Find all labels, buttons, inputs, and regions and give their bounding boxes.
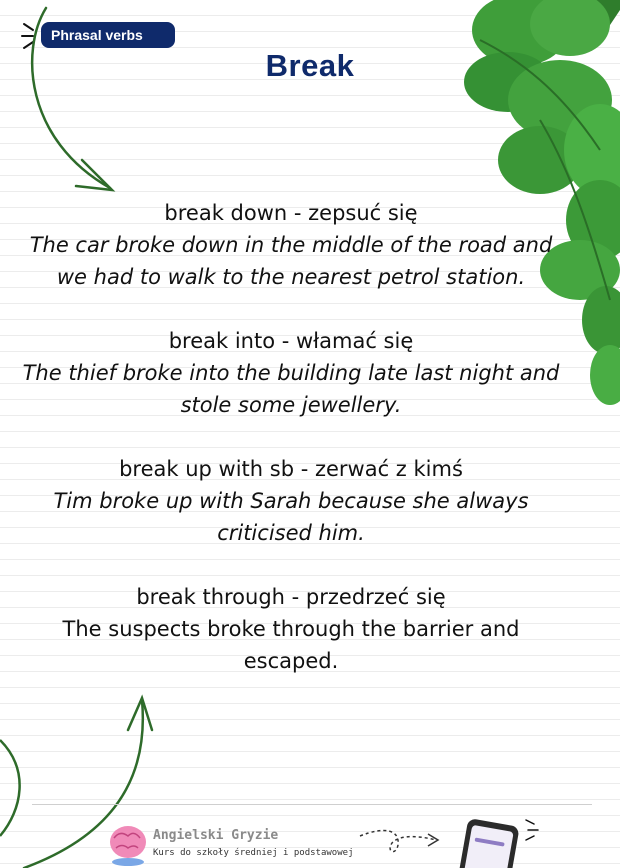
example-sentence-line: Tim broke up with Sarah because she always: [53, 489, 529, 513]
example-sentence-line: The car broke down in the middle of the road and: [29, 233, 553, 257]
page-title: Break: [265, 48, 355, 83]
example-sentence-line: escaped.: [243, 649, 339, 673]
curved-line-decoration: [0, 740, 20, 836]
example-sentence-line: The thief broke into the building late last night and: [22, 361, 560, 385]
verb-definition: break up with sb - zerwać z kimś: [119, 457, 463, 481]
list-item: [0, 453, 582, 549]
phrasal-verb-list: [0, 197, 582, 709]
phone-icon: [456, 818, 519, 868]
brand-name: Angielski Gryzie: [153, 828, 279, 843]
brand-tagline: Kurs do szkoły średniej i podstawowej: [153, 848, 354, 858]
brain-logo-icon: [110, 826, 146, 866]
example-sentence-line: criticised him.: [217, 521, 365, 545]
verb-definition: break down - zepsuć się: [164, 201, 418, 225]
verb-definition: break through - przedrzeć się: [136, 585, 446, 609]
category-badge: Phrasal verbs: [41, 22, 175, 48]
sparkle-icon: [526, 820, 538, 840]
sparkle-icon: [22, 24, 33, 48]
list-item: [0, 197, 582, 293]
verb-definition: break into - włamać się: [168, 329, 414, 353]
list-item: [0, 325, 582, 421]
footer-divider: [32, 804, 592, 805]
example-sentence-line: The suspects broke through the barrier and: [62, 617, 520, 641]
list-item: [0, 581, 582, 677]
example-sentence-line: stole some jewellery.: [180, 393, 402, 417]
example-sentence-line: we had to walk to the nearest petrol station.: [56, 265, 526, 289]
dashed-arrow-icon: [360, 830, 438, 851]
